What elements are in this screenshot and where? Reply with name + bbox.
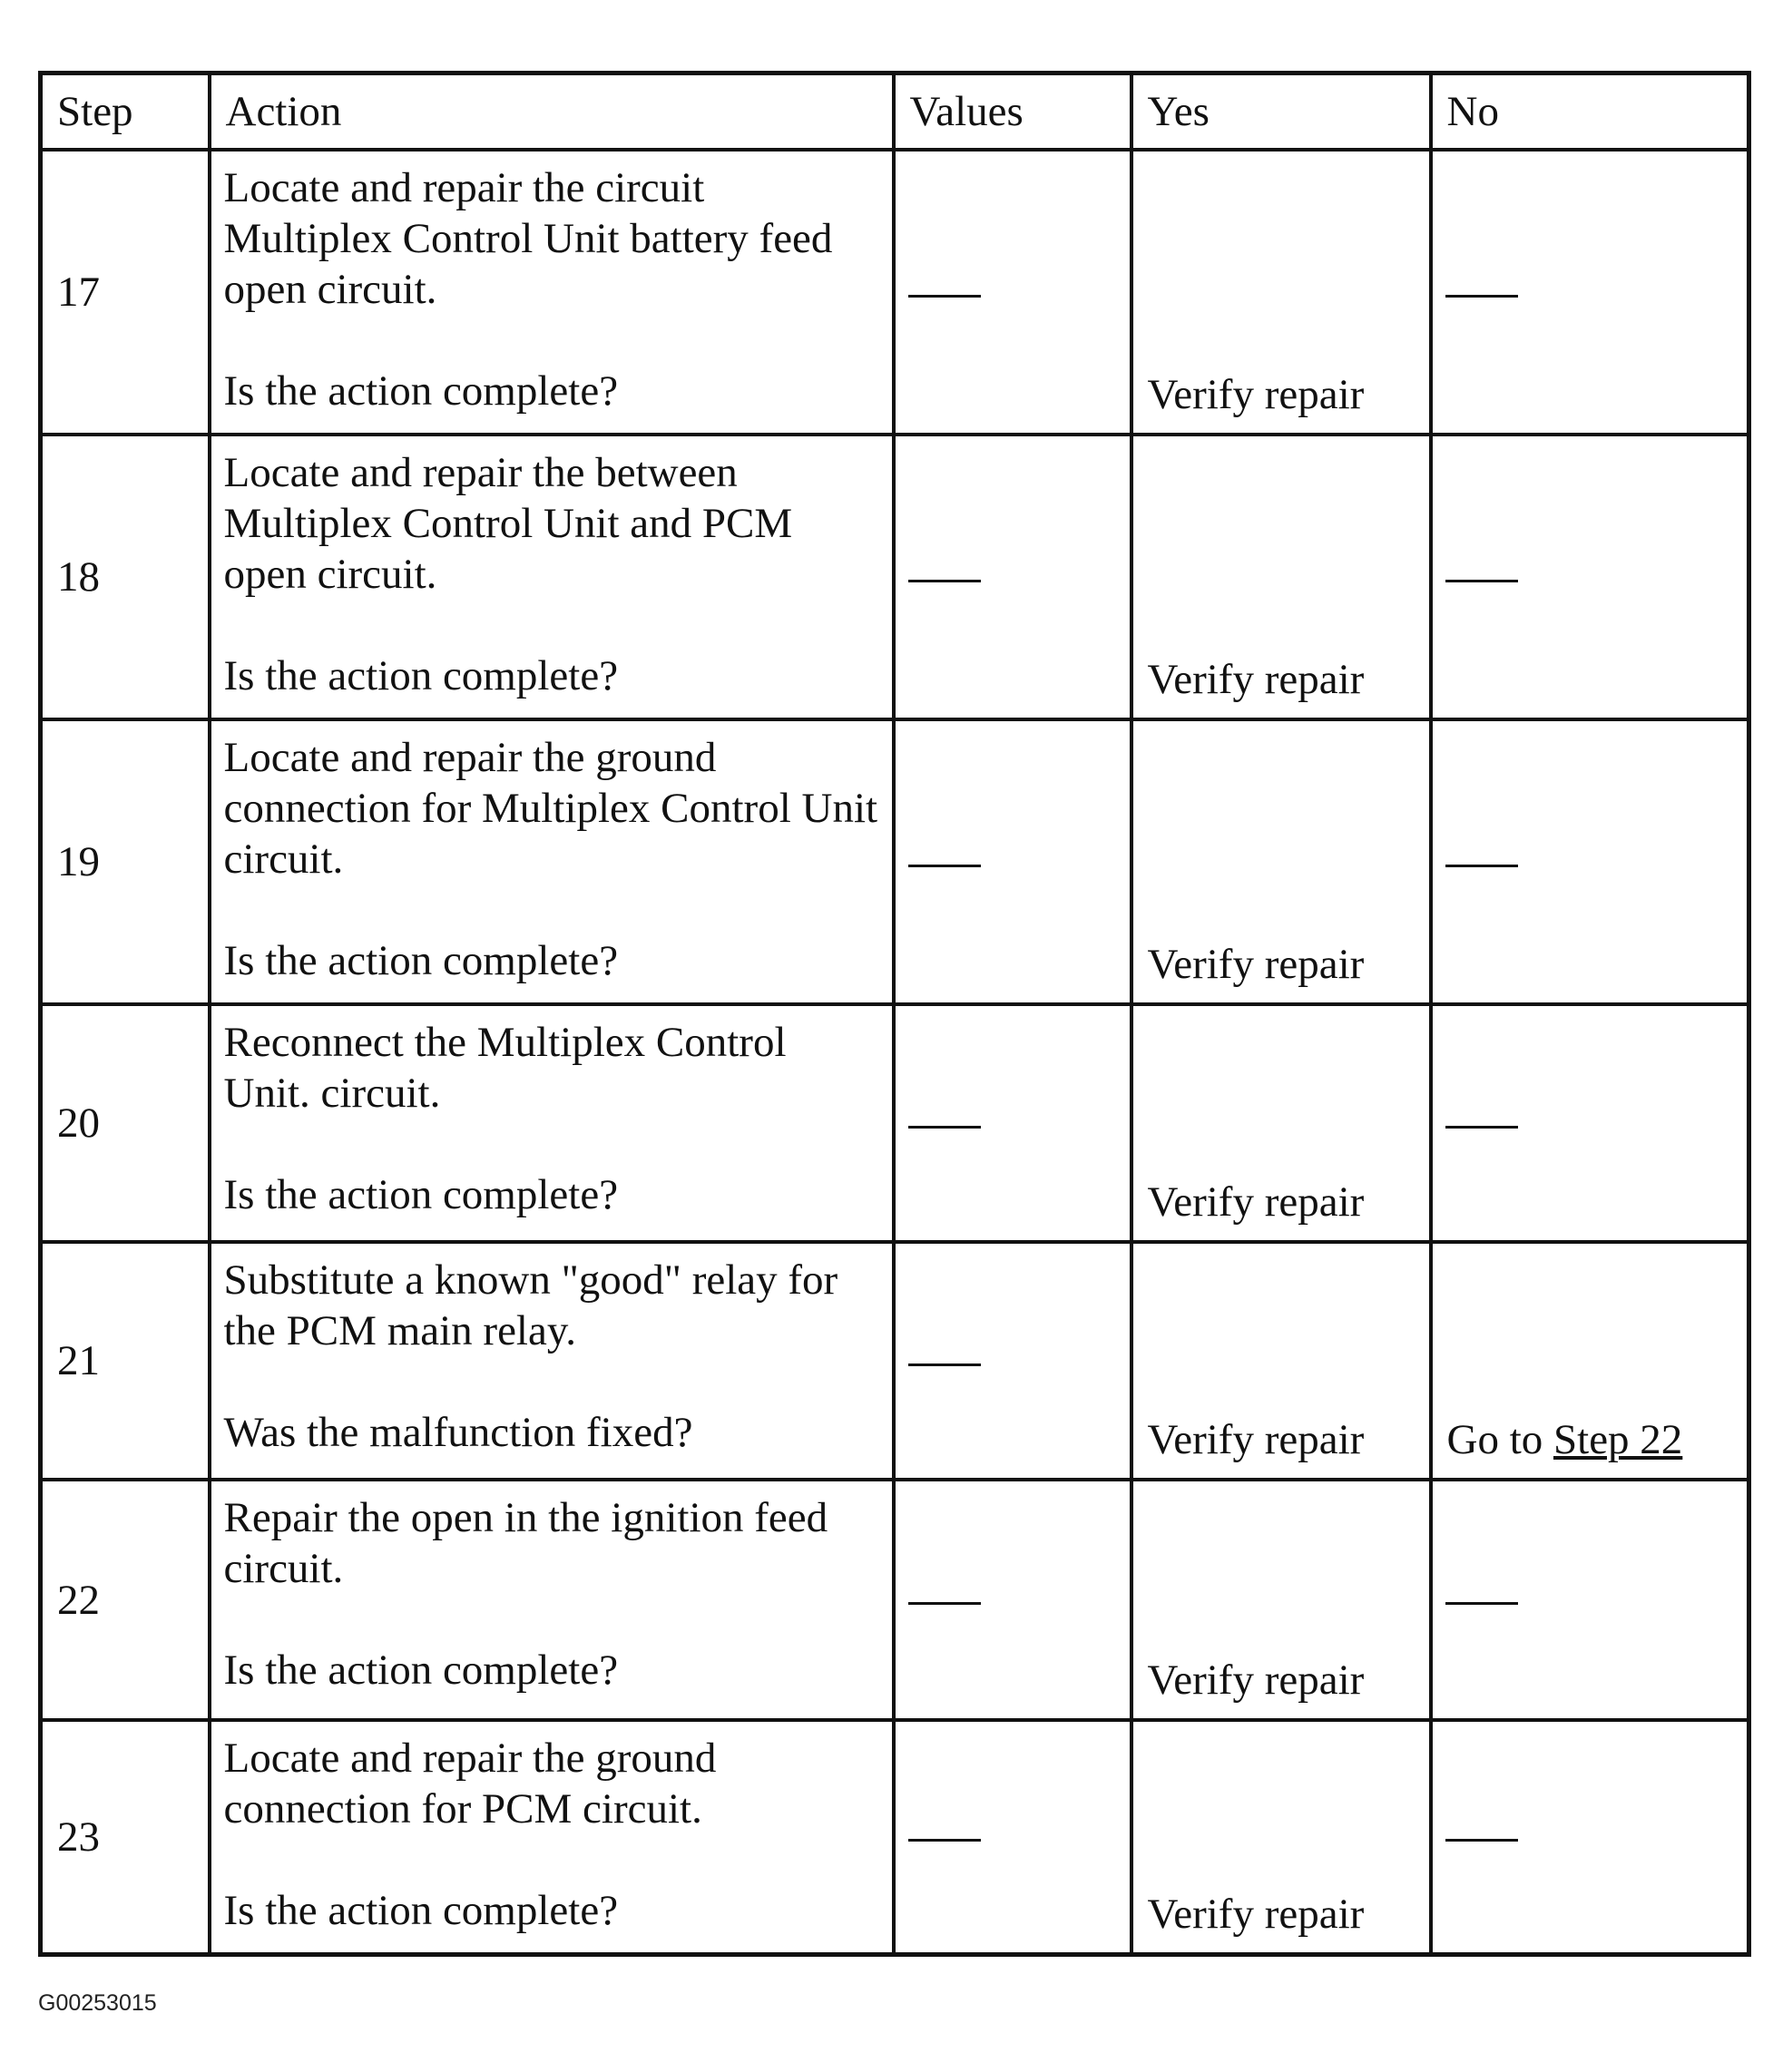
table-row — [41, 719, 1749, 1004]
table-row — [41, 1004, 1749, 1242]
action-cell — [210, 1720, 894, 1954]
action-text: Substitute a known "good" relay for the PCM main relay. — [223, 1256, 838, 1354]
action-question: Is the action complete? — [223, 652, 619, 699]
action-text: Locate and repair the circuit Multiplex Control Unit battery feed open circuit. — [223, 164, 833, 313]
header-no: No — [1431, 73, 1749, 151]
dash-placeholder — [1445, 1602, 1518, 1605]
dash-placeholder — [908, 1839, 981, 1842]
action-question: Is the action complete? — [223, 367, 619, 415]
table-row — [41, 435, 1749, 719]
header-row — [41, 73, 1749, 151]
action-cell — [210, 150, 894, 435]
action-cell — [210, 1242, 894, 1480]
action-question: Is the action complete? — [223, 937, 619, 984]
action-cell — [210, 719, 894, 1004]
values-cell — [894, 1242, 1131, 1480]
dash-placeholder — [908, 580, 981, 582]
step-number: 23 — [41, 1720, 210, 1954]
no-cell — [1431, 1004, 1749, 1242]
table-row — [41, 1242, 1749, 1480]
figure-id: G00253015 — [38, 1990, 157, 2016]
no-cell — [1431, 1480, 1749, 1720]
values-cell — [894, 435, 1131, 719]
no-cell — [1431, 435, 1749, 719]
values-cell — [894, 1004, 1131, 1242]
action-cell — [210, 435, 894, 719]
dash-placeholder — [908, 1126, 981, 1129]
action-question: Is the action complete? — [223, 1171, 619, 1218]
yes-result: Verify repair — [1131, 1720, 1431, 1954]
action-cell — [210, 1004, 894, 1242]
action-text: Locate and repair the ground connection for PCM circuit. — [223, 1735, 717, 1833]
values-cell — [894, 719, 1131, 1004]
dash-placeholder — [1445, 865, 1518, 867]
values-cell — [894, 150, 1131, 435]
no-cell — [1431, 1720, 1749, 1954]
yes-result: Verify repair — [1131, 719, 1431, 1004]
step-number: 22 — [41, 1480, 210, 1720]
yes-result: Verify repair — [1131, 150, 1431, 435]
dash-placeholder — [908, 1363, 981, 1366]
diagnostic-table — [38, 71, 1751, 1957]
action-question: Was the malfunction fixed? — [223, 1409, 693, 1456]
step-number: 19 — [41, 719, 210, 1004]
values-cell — [894, 1720, 1131, 1954]
no-cell — [1431, 150, 1749, 435]
dash-placeholder — [1445, 580, 1518, 582]
step-number: 20 — [41, 1004, 210, 1242]
go-to-text: Go to — [1446, 1416, 1543, 1463]
action-question: Is the action complete? — [223, 1887, 619, 1934]
no-cell — [1431, 719, 1749, 1004]
step-number: 21 — [41, 1242, 210, 1480]
yes-result: Verify repair — [1131, 1242, 1431, 1480]
dash-placeholder — [1445, 295, 1518, 298]
table-row — [41, 1480, 1749, 1720]
dash-placeholder — [908, 295, 981, 298]
no-result — [1431, 1242, 1749, 1480]
step-number: 18 — [41, 435, 210, 719]
dash-placeholder — [908, 865, 981, 867]
action-text: Reconnect the Multiplex Control Unit. circuit. — [223, 1019, 787, 1117]
action-text: Locate and repair the between Multiplex Control Unit and PCM open circuit. — [223, 449, 793, 598]
yes-result: Verify repair — [1131, 435, 1431, 719]
header-step: Step — [41, 73, 210, 151]
table-row — [41, 1720, 1749, 1954]
header-values: Values — [894, 73, 1131, 151]
dash-placeholder — [1445, 1126, 1518, 1129]
header-yes: Yes — [1131, 73, 1431, 151]
yes-result: Verify repair — [1131, 1004, 1431, 1242]
step-22-link[interactable]: Step 22 — [1553, 1416, 1683, 1463]
dash-placeholder — [1445, 1839, 1518, 1842]
action-question: Is the action complete? — [223, 1647, 619, 1694]
action-text: Repair the open in the ignition feed circuit. — [223, 1494, 828, 1592]
table-row — [41, 150, 1749, 435]
action-text: Locate and repair the ground connection for Multiplex Control Unit circuit. — [223, 734, 878, 883]
header-action: Action — [210, 73, 894, 151]
values-cell — [894, 1480, 1131, 1720]
dash-placeholder — [908, 1602, 981, 1605]
step-number: 17 — [41, 150, 210, 435]
action-cell — [210, 1480, 894, 1720]
yes-result: Verify repair — [1131, 1480, 1431, 1720]
